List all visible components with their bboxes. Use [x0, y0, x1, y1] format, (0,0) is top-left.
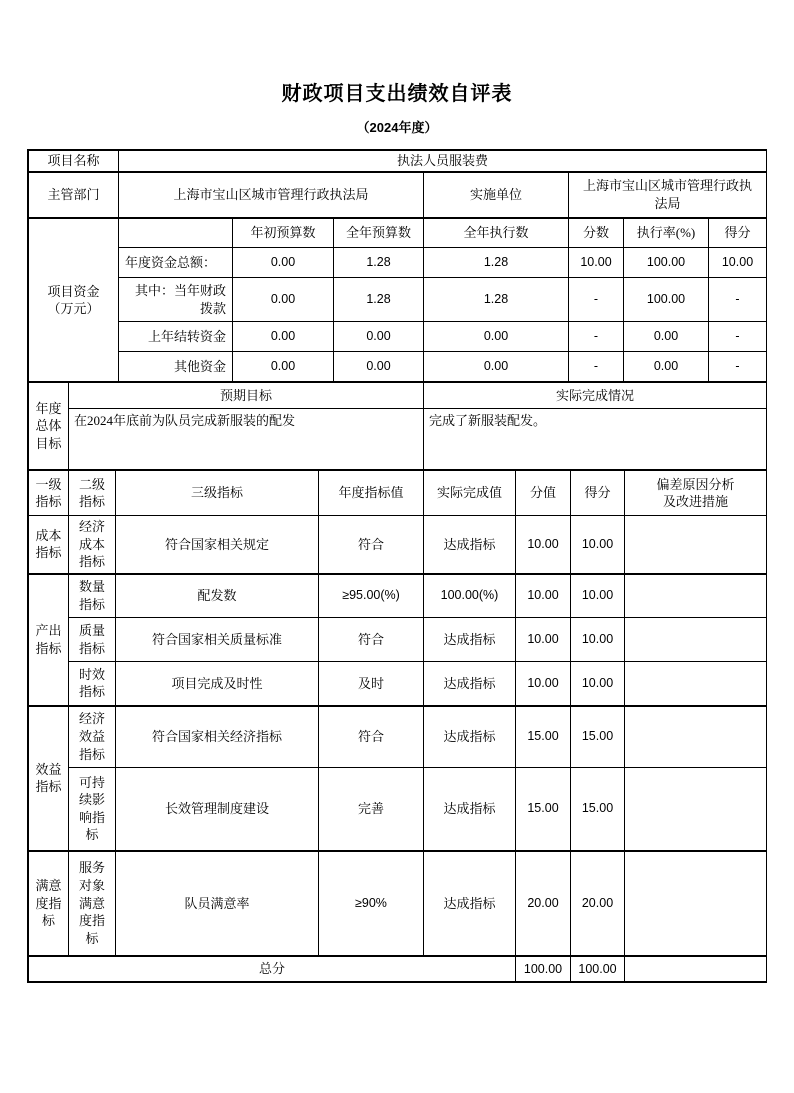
indicator-level3: 符合国家相关经济指标 [116, 706, 319, 768]
fund-cell: 1.28 [334, 248, 424, 278]
indicator-actual: 达成指标 [424, 851, 516, 956]
indicator-col-header: 实际完成值 [424, 471, 516, 516]
fund-cell: - [569, 278, 624, 322]
fund-cell: 0.00 [233, 352, 334, 382]
indicator-actual: 达成指标 [424, 618, 516, 662]
indicator-actual: 100.00(%) [424, 574, 516, 618]
indicator-deviation [625, 574, 767, 618]
indicator-level2: 经济效益指标 [69, 706, 116, 768]
indicator-col-header [625, 471, 767, 516]
fund-cell: - [569, 352, 624, 382]
deviation-header-text: 偏差原因分析及改进措施 [656, 476, 735, 510]
fund-cell: - [569, 322, 624, 352]
indicator-level2: 质量指标 [69, 618, 116, 662]
indicator-level3: 符合国家相关规定 [116, 516, 319, 574]
indicator-actual: 达成指标 [424, 662, 516, 706]
total-deviation-cell [625, 957, 767, 982]
indicator-target: 符合 [319, 618, 424, 662]
dept-label: 主管部门 [29, 172, 119, 218]
indicator-score: 10.00 [516, 574, 571, 618]
indicator-actual: 达成指标 [424, 516, 516, 574]
fund-row-label: 上年结转资金 [119, 322, 233, 352]
indicator-score: 15.00 [516, 768, 571, 851]
indicator-score: 10.00 [516, 516, 571, 574]
header-section [28, 150, 767, 218]
project-name-value: 执法人员服装费 [119, 151, 767, 172]
indicator-level3: 项目完成及时性 [116, 662, 319, 706]
indicator-score: 10.00 [516, 618, 571, 662]
indicator-col-header: 一级指标 [29, 471, 69, 516]
fund-cell: 0.00 [424, 352, 569, 382]
fund-cell: - [709, 278, 767, 322]
goal-section [28, 382, 767, 470]
fund-cell: 0.00 [624, 322, 709, 352]
fund-cell: 1.28 [334, 278, 424, 322]
expected-goal-header: 预期目标 [69, 383, 424, 409]
indicator-deviation [625, 768, 767, 851]
indicator-col-header: 分值 [516, 471, 571, 516]
fund-col-header: 分数 [569, 219, 624, 248]
indicator-col-header: 年度指标值 [319, 471, 424, 516]
indicator-target: ≥90% [319, 851, 424, 956]
fund-section-label-line1: 项目资金 [47, 283, 100, 299]
indicator-col-header: 得分 [571, 471, 625, 516]
fund-row-label: 其他资金 [119, 352, 233, 382]
fund-cell: 0.00 [624, 352, 709, 382]
fund-section-label [29, 219, 119, 382]
fund-cell: 0.00 [334, 322, 424, 352]
project-name-label: 项目名称 [29, 151, 119, 172]
fund-cell: 10.00 [709, 248, 767, 278]
indicator-score: 15.00 [516, 706, 571, 768]
indicator-got: 10.00 [571, 574, 625, 618]
evaluation-table [27, 149, 767, 983]
fund-col-header: 全年执行数 [424, 219, 569, 248]
fund-cell: - [709, 322, 767, 352]
indicator-deviation [625, 618, 767, 662]
indicator-score: 10.00 [516, 662, 571, 706]
dept-value: 上海市宝山区城市管理行政执法局 [119, 172, 424, 218]
unit-label: 实施单位 [424, 172, 569, 218]
indicator-level2: 服务对象满意度指标 [69, 851, 116, 956]
indicator-target: 符合 [319, 706, 424, 768]
indicator-deviation [625, 662, 767, 706]
indicator-got: 10.00 [571, 662, 625, 706]
indicator-target: 完善 [319, 768, 424, 851]
indicator-level2: 可持续影响指标 [69, 768, 116, 851]
indicator-level1: 满意度指标 [29, 851, 69, 956]
fund-section [28, 218, 767, 382]
indicator-level2: 数量指标 [69, 574, 116, 618]
indicator-level3: 队员满意率 [116, 851, 319, 956]
indicator-deviation [625, 706, 767, 768]
page-title: 财政项目支出绩效自评表 [281, 83, 513, 105]
total-section [28, 956, 767, 982]
fund-cell: 0.00 [233, 322, 334, 352]
fund-cell: 1.28 [424, 248, 569, 278]
fund-col-header: 全年预算数 [334, 219, 424, 248]
fund-col-header: 得分 [709, 219, 767, 248]
fund-cell: 0.00 [233, 278, 334, 322]
indicator-actual: 达成指标 [424, 706, 516, 768]
indicator-level2: 时效指标 [69, 662, 116, 706]
fund-cell: 100.00 [624, 278, 709, 322]
fund-cell: - [709, 352, 767, 382]
fund-corner-cell [119, 219, 233, 248]
indicator-got: 15.00 [571, 706, 625, 768]
fund-section-label-line2: （万元） [47, 301, 100, 317]
fund-row-label: 其中：当年财政拨款 [119, 278, 233, 322]
indicator-deviation [625, 851, 767, 956]
indicator-level2: 经济成本指标 [69, 516, 116, 574]
fund-col-header: 年初预算数 [233, 219, 334, 248]
total-score: 100.00 [516, 957, 571, 982]
indicator-got: 10.00 [571, 516, 625, 574]
fund-row-label: 年度资金总额： [119, 248, 233, 278]
indicator-got: 15.00 [571, 768, 625, 851]
indicator-target: ≥95.00(%) [319, 574, 424, 618]
goal-section-label: 年度总体目标 [29, 383, 69, 470]
expected-goal-value: 在2024年底前为队员完成新服装的配发 [69, 409, 424, 470]
indicator-level1: 成本指标 [29, 516, 69, 574]
fund-cell: 0.00 [233, 248, 334, 278]
actual-result-header: 实际完成情况 [424, 383, 767, 409]
indicator-col-header: 三级指标 [116, 471, 319, 516]
indicator-target: 及时 [319, 662, 424, 706]
total-label: 总分 [29, 957, 516, 982]
indicator-section [28, 470, 767, 956]
fund-col-header: 执行率(%) [624, 219, 709, 248]
indicator-level3: 符合国家相关质量标准 [116, 618, 319, 662]
total-got: 100.00 [571, 957, 625, 982]
page-subtitle: （2024年度） [356, 120, 438, 135]
indicator-target: 符合 [319, 516, 424, 574]
indicator-col-header: 二级指标 [69, 471, 116, 516]
indicator-got: 20.00 [571, 851, 625, 956]
indicator-score: 20.00 [516, 851, 571, 956]
actual-result-value: 完成了新服装配发。 [424, 409, 767, 470]
indicator-level3: 配发数 [116, 574, 319, 618]
indicator-actual: 达成指标 [424, 768, 516, 851]
fund-cell: 0.00 [334, 352, 424, 382]
unit-value: 上海市宝山区城市管理行政执法局 [569, 172, 767, 218]
fund-cell: 10.00 [569, 248, 624, 278]
indicator-level1: 产出指标 [29, 574, 69, 706]
indicator-level1: 效益指标 [29, 706, 69, 851]
indicator-level3: 长效管理制度建设 [116, 768, 319, 851]
fund-cell: 100.00 [624, 248, 709, 278]
fund-cell: 0.00 [424, 322, 569, 352]
fund-cell: 1.28 [424, 278, 569, 322]
indicator-deviation [625, 516, 767, 574]
indicator-got: 10.00 [571, 618, 625, 662]
